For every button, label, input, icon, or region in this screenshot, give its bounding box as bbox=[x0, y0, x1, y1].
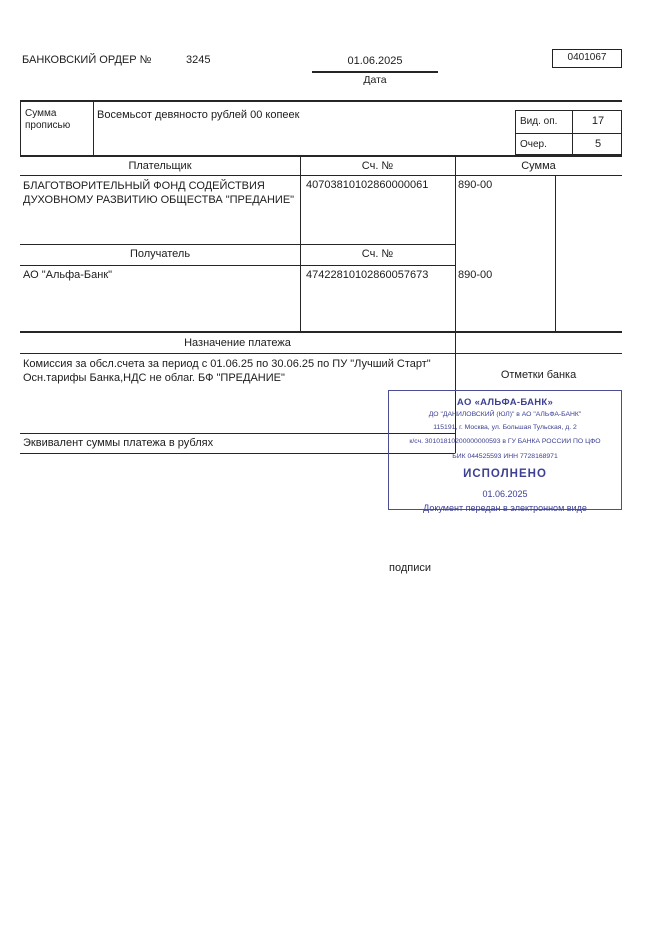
bank-execution-stamp bbox=[388, 390, 622, 513]
stamp-bank-name: АО «АЛЬФА-БАНК» bbox=[456, 397, 554, 408]
purpose-header: Назначение платежа bbox=[184, 337, 291, 349]
payer-name: БЛАГОТВОРИТЕЛЬНЫЙ ФОНД СОДЕЙСТВИЯ ДУХОВНОМУ РАЗВИТИЮ ОБЩЕСТВА "ПРЕДАНИЕ" bbox=[23, 180, 295, 206]
stamp-status: ИСПОЛНЕНО bbox=[463, 468, 547, 480]
document-date: 01.06.2025 bbox=[347, 55, 403, 67]
stamp-branch: ДО "ДАНИЛОВСКИЙ (ЮЛ)" в АО "АЛЬФА-БАНК" bbox=[428, 411, 582, 418]
purpose-line-1: Комиссия за обсл.счета за период с 01.06.25 по 30.06.25 по ПУ "Лучший Старт" bbox=[23, 358, 431, 370]
date-caption: Дата bbox=[363, 74, 387, 86]
stamp-corr-account: к/сч. 30101810200000000593 в ГУ БАНКА РОССИИ ПО ЦФО bbox=[409, 438, 601, 445]
payer-amount: 890-00 bbox=[458, 179, 493, 191]
payer-column-header: Плательщик bbox=[128, 160, 192, 172]
payer-account-divider bbox=[300, 155, 301, 331]
payee-column-header: Получатель bbox=[129, 248, 191, 260]
sum-box-left-border bbox=[20, 100, 21, 155]
op-type-label: Вид. оп. bbox=[520, 116, 558, 127]
mini-table-row-divider bbox=[516, 133, 621, 134]
payee-name: АО "Альфа-Банк" bbox=[23, 269, 113, 281]
form-code-box bbox=[552, 49, 622, 68]
sum-label-divider bbox=[93, 100, 94, 155]
amount-words-label: Сумма прописью bbox=[25, 108, 71, 131]
document-title: БАНКОВСКИЙ ОРДЕР № bbox=[22, 54, 152, 66]
table-border-payer-bottom bbox=[20, 244, 455, 245]
table-border-payee-header-bottom bbox=[20, 265, 455, 266]
priority-label: Очер. bbox=[520, 139, 547, 150]
table-border-header-bottom bbox=[20, 175, 622, 176]
signatures-label: подписи bbox=[389, 562, 431, 574]
stamp-note: Документ передан в электронном виде bbox=[423, 503, 587, 513]
stamp-bik-inn: БИК 044525593 ИНН 7728168971 bbox=[452, 453, 558, 460]
table-border-top bbox=[20, 100, 622, 102]
stamp-exec-date: 01.06.2025 bbox=[482, 489, 528, 499]
table-border-sum-bottom bbox=[20, 155, 622, 157]
payer-account-number: 40703810102860000061 bbox=[306, 179, 429, 191]
priority-value: 5 bbox=[594, 138, 602, 150]
equivalent-amount-label: Эквивалент суммы платежа в рублях bbox=[23, 437, 214, 449]
amount-words-value: Восемьсот девяносто рублей 00 копеек bbox=[97, 109, 300, 121]
amount-subcolumn-divider bbox=[555, 175, 556, 331]
operation-type-table bbox=[515, 110, 622, 155]
payee-account-number: 47422810102860057673 bbox=[306, 269, 429, 281]
op-type-value: 17 bbox=[591, 115, 605, 127]
date-underline bbox=[312, 71, 438, 73]
payee-amount: 890-00 bbox=[458, 269, 493, 281]
order-number: 3245 bbox=[186, 54, 211, 66]
payer-account-column-header: Сч. № bbox=[361, 160, 394, 172]
form-code: 0401067 bbox=[567, 52, 607, 63]
stamp-address: 115191, г. Москва, ул. Большая Тульская, д. 2 bbox=[433, 424, 577, 431]
table-border-purpose-bottom bbox=[20, 353, 622, 354]
purpose-line-2: Осн.тарифы Банка,НДС не облаг. БФ "ПРЕДАНИЕ" bbox=[23, 372, 285, 384]
amount-column-header: Сумма bbox=[521, 160, 556, 172]
table-border-body-bottom bbox=[20, 331, 622, 333]
payee-account-column-header: Сч. № bbox=[361, 248, 394, 260]
bank-marks-label: Отметки банка bbox=[500, 369, 577, 381]
